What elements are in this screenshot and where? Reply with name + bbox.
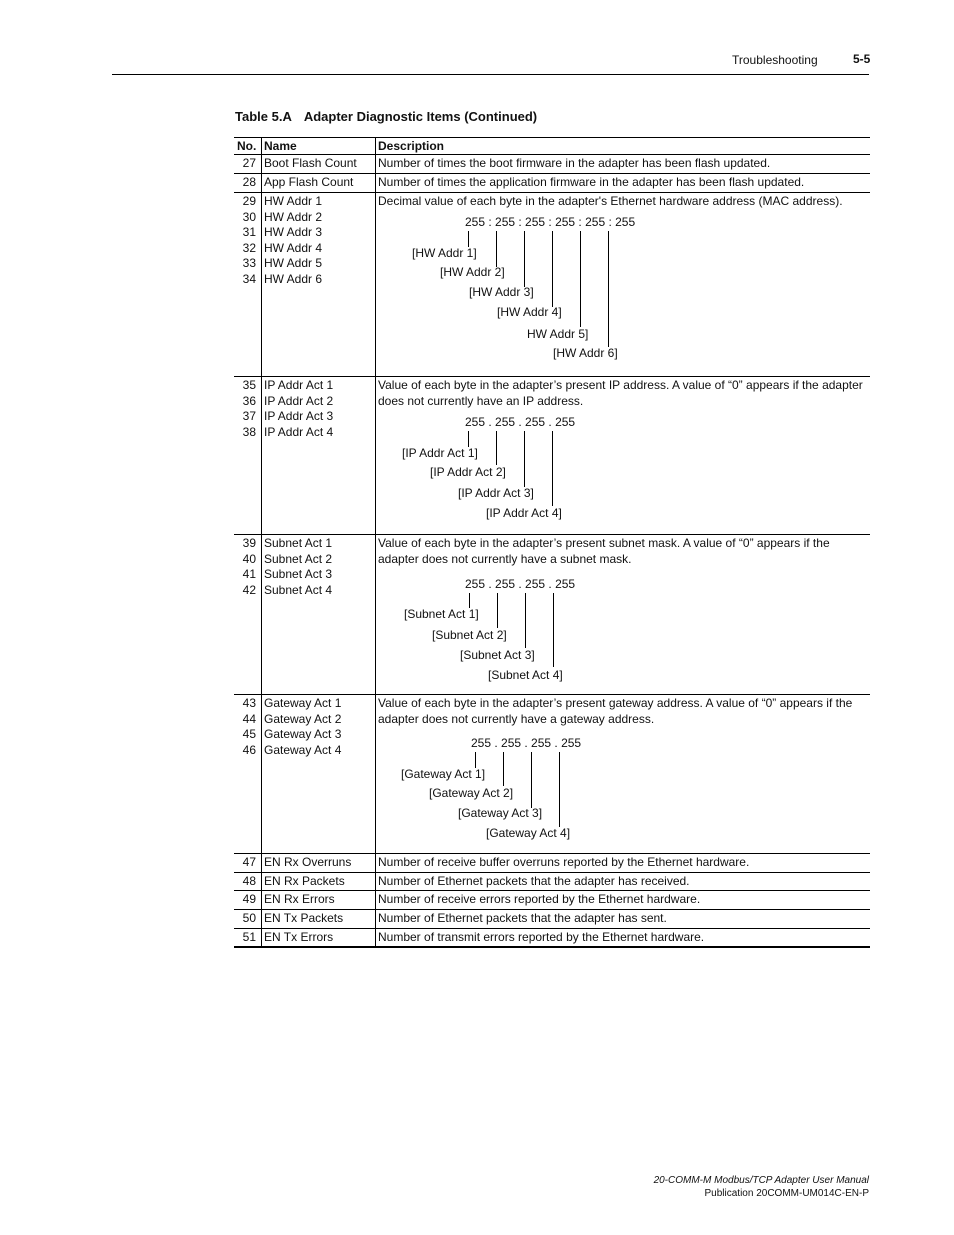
leader-line <box>503 752 504 786</box>
hw-addr-5-label: HW Addr 5] <box>527 327 589 341</box>
leader-line <box>468 431 469 447</box>
subnet-value: 255 . 255 . 255 . 255 <box>465 577 576 591</box>
row-name: EN Rx Packets <box>264 874 345 888</box>
row-number: 39 40 41 42 <box>242 536 256 597</box>
leader-line <box>496 431 497 465</box>
hw-addr-6-label: [HW Addr 6] <box>553 346 618 360</box>
row-number: 43 44 45 46 <box>242 696 256 757</box>
row-separator <box>234 694 870 695</box>
leader-line <box>559 752 560 827</box>
row-number: 48 <box>242 874 256 888</box>
row-name: EN Tx Packets <box>264 911 344 925</box>
row-name: Subnet Act 1 Subnet Act 2 Subnet Act 3 Subnet Act 4 <box>264 536 333 597</box>
hw-addr-1-label: [HW Addr 1] <box>412 246 477 260</box>
row-description: Number of Ethernet packets that the adapter has received. <box>378 874 690 888</box>
leader-line <box>525 593 526 648</box>
header-section-title: Troubleshooting <box>732 53 818 67</box>
subnet-act-3-label: [Subnet Act 3] <box>460 648 535 662</box>
row-description: Number of times the application firmware in the adapter has been flash updated. <box>378 175 805 189</box>
row-name: IP Addr Act 1 IP Addr Act 2 IP Addr Act 3 IP Addr Act 4 <box>264 378 334 439</box>
row-separator <box>234 376 870 377</box>
subnet-act-4-label: [Subnet Act 4] <box>488 668 563 682</box>
row-description: Number of transmit errors reported by the Ethernet hardware. <box>378 930 705 944</box>
footer-manual-title: 20-COMM-M Modbus/TCP Adapter User Manual <box>653 1175 869 1186</box>
gateway-act-2-label: [Gateway Act 2] <box>429 786 514 800</box>
row-separator <box>234 890 870 891</box>
row-number: 47 <box>242 855 256 869</box>
leader-line <box>552 431 553 506</box>
row-description: Value of each byte in the adapter’s present IP address. A value of “0” appears if the adapter does not currently have an IP address. <box>378 378 863 408</box>
row-separator <box>234 872 870 873</box>
subnet-act-2-label: [Subnet Act 2] <box>432 628 507 642</box>
leader-line <box>553 593 554 667</box>
column-header-name: Name <box>264 139 297 153</box>
ip-addr-act-3-label: [IP Addr Act 3] <box>458 486 534 500</box>
footer-publication: Publication 20COMM-UM014C-EN-P <box>704 1188 869 1199</box>
hw-addr-4-label: [HW Addr 4] <box>497 305 562 319</box>
gateway-act-3-label: [Gateway Act 3] <box>458 806 543 820</box>
row-number: 28 <box>242 175 256 189</box>
row-name: HW Addr 1 HW Addr 2 HW Addr 3 HW Addr 4 HW Addr 5 HW Addr 6 <box>264 194 323 286</box>
ip-addr-act-2-label: [IP Addr Act 2] <box>430 465 506 479</box>
row-number: 49 <box>242 892 256 906</box>
row-description: Number of Ethernet packets that the adapter has sent. <box>378 911 667 925</box>
row-separator <box>234 173 870 174</box>
table-top-rule <box>234 137 870 138</box>
column-divider <box>375 137 376 947</box>
subnet-act-1-label: [Subnet Act 1] <box>404 607 479 621</box>
row-description: Value of each byte in the adapter’s present gateway address. A value of “0” appears if the adapter does not currently have a gateway address. <box>378 696 853 726</box>
column-header-description: Description <box>378 139 445 153</box>
header-page-number: 5-5 <box>853 52 871 66</box>
row-name: EN Rx Overruns <box>264 855 352 869</box>
row-description: Number of receive errors reported by the Ethernet hardware. <box>378 892 701 906</box>
leader-line <box>531 752 532 808</box>
table-bottom-rule <box>234 946 870 948</box>
column-header-no: No. <box>237 139 257 153</box>
row-number: 51 <box>242 930 256 944</box>
row-number: 35 36 37 38 <box>242 378 256 439</box>
row-name: EN Tx Errors <box>264 930 334 944</box>
row-separator <box>234 853 870 854</box>
hw-addr-3-label: [HW Addr 3] <box>469 285 534 299</box>
column-divider <box>261 137 262 947</box>
row-separator <box>234 192 870 193</box>
row-description: Decimal value of each byte in the adapter's Ethernet hardware address (MAC address). <box>378 194 843 208</box>
leader-line <box>497 593 498 628</box>
leader-line <box>496 231 497 267</box>
gateway-act-1-label: [Gateway Act 1] <box>401 767 486 781</box>
gateway-value: 255 . 255 . 255 . 255 <box>471 736 582 750</box>
hw-addr-value: 255 : 255 : 255 : 255 : 255 : 255 <box>465 215 636 229</box>
ip-addr-act-4-label: [IP Addr Act 4] <box>486 506 562 520</box>
ip-addr-value: 255 . 255 . 255 . 255 <box>465 415 576 429</box>
leader-line <box>552 231 553 307</box>
row-number: 50 <box>242 911 256 925</box>
row-separator <box>234 928 870 929</box>
row-description: Number of times the boot firmware in the adapter has been flash updated. <box>378 156 771 170</box>
leader-line <box>580 231 581 327</box>
row-number: 29 30 31 32 33 34 <box>242 194 256 286</box>
ip-addr-act-1-label: [IP Addr Act 1] <box>402 446 478 460</box>
row-separator <box>234 909 870 910</box>
table-caption <box>235 109 537 124</box>
leader-line <box>524 231 525 287</box>
leader-line <box>469 593 470 608</box>
leader-line <box>608 231 609 347</box>
row-name: App Flash Count <box>264 175 354 189</box>
row-name: EN Rx Errors <box>264 892 335 906</box>
row-separator <box>234 534 870 535</box>
gateway-act-4-label: [Gateway Act 4] <box>486 826 571 840</box>
row-number: 27 <box>242 156 256 170</box>
header-rule <box>112 74 869 75</box>
hw-addr-2-label: [HW Addr 2] <box>440 265 505 279</box>
leader-line <box>524 431 525 487</box>
table-caption-title: Adapter Diagnostic Items (Continued) <box>303 109 538 124</box>
row-description: Value of each byte in the adapter’s present subnet mask. A value of “0” appears if the adapter does not currently have a subnet mask. <box>378 536 830 566</box>
leader-line <box>475 752 476 768</box>
table-caption-label: Table 5.A <box>235 109 292 124</box>
row-description: Number of receive buffer overruns reported by the Ethernet hardware. <box>378 855 750 869</box>
row-name: Boot Flash Count <box>264 156 357 170</box>
leader-line <box>468 231 469 247</box>
row-name: Gateway Act 1 Gateway Act 2 Gateway Act 3 Gateway Act 4 <box>264 696 342 757</box>
